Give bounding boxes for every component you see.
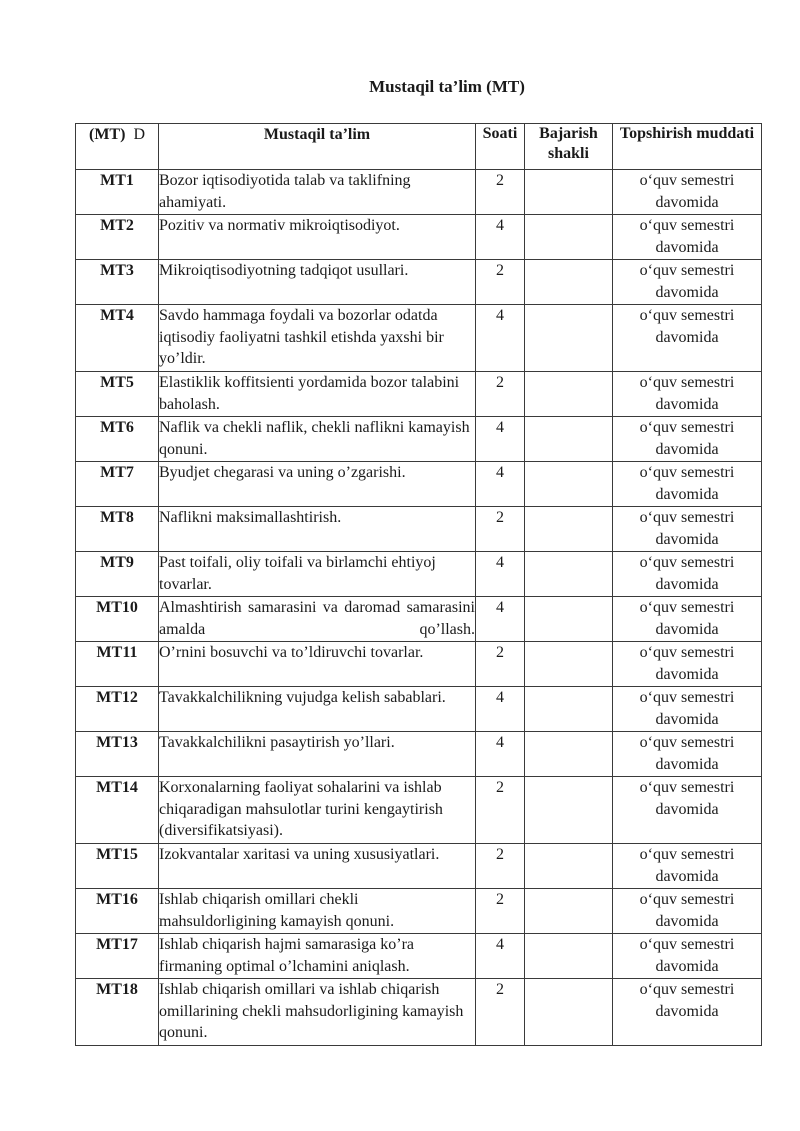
row-description: Mikroiqtisodiyotning tadqiqot usullari. (159, 260, 476, 305)
row-description: Tavakkalchilikni pasaytirish yo’llari. (159, 732, 476, 777)
document-title: Mustaqil ta’lim (MT) (369, 77, 525, 96)
header-form: Bajarish shakli (525, 124, 613, 170)
row-deadline: o‘quv semestri davomida (613, 597, 762, 642)
row-code: MT17 (76, 934, 159, 979)
row-code: MT7 (76, 462, 159, 507)
row-code: MT9 (76, 552, 159, 597)
row-deadline: o‘quv semestri davomida (613, 934, 762, 979)
row-description: Pozitiv va normativ mikroiqtisodiyot. (159, 215, 476, 260)
row-code: MT10 (76, 597, 159, 642)
header-description: Mustaqil ta’lim (159, 124, 476, 170)
row-form (525, 642, 613, 687)
row-deadline: o‘quv semestri davomida (613, 844, 762, 889)
row-form (525, 552, 613, 597)
row-form (525, 597, 613, 642)
row-code: MT12 (76, 687, 159, 732)
row-deadline: o‘quv semestri davomida (613, 372, 762, 417)
row-description: Elastiklik koffitsienti yordamida bozor talabini baholash. (159, 372, 476, 417)
row-form (525, 732, 613, 777)
row-form (525, 170, 613, 215)
table-row (76, 844, 762, 889)
row-code: MT6 (76, 417, 159, 462)
row-code: MT4 (76, 305, 159, 372)
table-row (76, 260, 762, 305)
row-description: Ishlab chiqarish omillari va ishlab chiqarish omillarining chekli mahsudorligining kamayish qonuni. (159, 979, 476, 1046)
row-code: MT13 (76, 732, 159, 777)
table-row (76, 462, 762, 507)
row-code: MT2 (76, 215, 159, 260)
header-hours: Soati (476, 124, 525, 170)
row-hours: 4 (476, 215, 525, 260)
row-description: Past toifali, oliy toifali va birlamchi ehtiyoj tovarlar. (159, 552, 476, 597)
row-code: MT5 (76, 372, 159, 417)
row-hours: 4 (476, 462, 525, 507)
row-hours: 2 (476, 844, 525, 889)
row-code: MT3 (76, 260, 159, 305)
row-hours: 2 (476, 372, 525, 417)
row-hours: 4 (476, 597, 525, 642)
table-row (76, 552, 762, 597)
row-hours: 4 (476, 417, 525, 462)
row-hours: 2 (476, 979, 525, 1046)
row-code: MT14 (76, 777, 159, 844)
row-hours: 2 (476, 642, 525, 687)
row-description: Tavakkalchilikning vujudga kelish sabablari. (159, 687, 476, 732)
row-form (525, 462, 613, 507)
row-hours: 4 (476, 687, 525, 732)
row-deadline: o‘quv semestri davomida (613, 889, 762, 934)
table-row (76, 889, 762, 934)
table-row (76, 170, 762, 215)
table-row (76, 642, 762, 687)
table-row (76, 979, 762, 1046)
row-deadline: o‘quv semestri davomida (613, 979, 762, 1046)
table-row (76, 417, 762, 462)
row-hours: 2 (476, 260, 525, 305)
row-form (525, 260, 613, 305)
row-deadline: o‘quv semestri davomida (613, 552, 762, 597)
row-code: MT15 (76, 844, 159, 889)
row-form (525, 507, 613, 552)
row-form (525, 844, 613, 889)
row-form (525, 687, 613, 732)
table-row (76, 305, 762, 372)
row-form (525, 305, 613, 372)
row-code: MT1 (76, 170, 159, 215)
header-code-suffix: D (133, 126, 145, 143)
row-description: Naflik va chekli naflik, chekli naflikni kamayish qonuni. (159, 417, 476, 462)
row-deadline: o‘quv semestri davomida (613, 732, 762, 777)
row-description: Ishlab chiqarish omillari chekli mahsuldorligining kamayish qonuni. (159, 889, 476, 934)
row-deadline: o‘quv semestri davomida (613, 507, 762, 552)
row-form (525, 215, 613, 260)
row-hours: 2 (476, 889, 525, 934)
row-deadline: o‘quv semestri davomida (613, 417, 762, 462)
row-deadline: o‘quv semestri davomida (613, 215, 762, 260)
table-row (76, 777, 762, 844)
row-code: MT18 (76, 979, 159, 1046)
row-description: Ishlab chiqarish hajmi samarasiga ko’ra firmaning optimal o’lchamini aniqlash. (159, 934, 476, 979)
row-description: Naflikni maksimallashtirish. (159, 507, 476, 552)
table-row (76, 934, 762, 979)
table-row (76, 372, 762, 417)
table-row (76, 732, 762, 777)
row-hours: 2 (476, 170, 525, 215)
row-hours: 2 (476, 777, 525, 844)
row-deadline: o‘quv semestri davomida (613, 462, 762, 507)
row-deadline: o‘quv semestri davomida (613, 642, 762, 687)
row-deadline: o‘quv semestri davomida (613, 777, 762, 844)
table-row (76, 507, 762, 552)
row-deadline: o‘quv semestri davomida (613, 260, 762, 305)
row-code: MT11 (76, 642, 159, 687)
row-form (525, 417, 613, 462)
row-description: Bozor iqtisodiyotida talab va taklifning ahamiyati. (159, 170, 476, 215)
row-form (525, 372, 613, 417)
row-hours: 4 (476, 934, 525, 979)
header-deadline: Topshirish muddati (613, 124, 762, 170)
row-hours: 2 (476, 507, 525, 552)
table-header-row (76, 124, 762, 170)
row-description: Byudjet chegarasi va uning o’zgarishi. (159, 462, 476, 507)
table-row (76, 687, 762, 732)
row-form (525, 889, 613, 934)
row-description: Korxonalarning faoliyat sohalarini va ishlab chiqaradigan mahsulotlar turini kengaytirish (diversifikatsiyasi). (159, 777, 476, 844)
row-form (525, 979, 613, 1046)
row-deadline: o‘quv semestri davomida (613, 305, 762, 372)
row-hours: 4 (476, 732, 525, 777)
header-code (76, 124, 159, 170)
table-row (76, 597, 762, 642)
row-deadline: o‘quv semestri davomida (613, 170, 762, 215)
row-hours: 4 (476, 552, 525, 597)
row-form (525, 777, 613, 844)
row-code: MT8 (76, 507, 159, 552)
independent-study-table (75, 123, 762, 1046)
header-code-label: (MT) (89, 126, 126, 143)
row-description: Almashtirish samarasini va daromad samarasini amalda qo’llash. (159, 597, 476, 642)
table-row (76, 215, 762, 260)
row-hours: 4 (476, 305, 525, 372)
row-description: O’rnini bosuvchi va to’ldiruvchi tovarlar. (159, 642, 476, 687)
row-description: Izokvantalar xaritasi va uning xususiyatlari. (159, 844, 476, 889)
row-code: MT16 (76, 889, 159, 934)
row-description: Savdo hammaga foydali va bozorlar odatda iqtisodiy faoliyatni tashkil etishda yaxshi bir yo’ldir. (159, 305, 476, 372)
row-deadline: o‘quv semestri davomida (613, 687, 762, 732)
row-form (525, 934, 613, 979)
